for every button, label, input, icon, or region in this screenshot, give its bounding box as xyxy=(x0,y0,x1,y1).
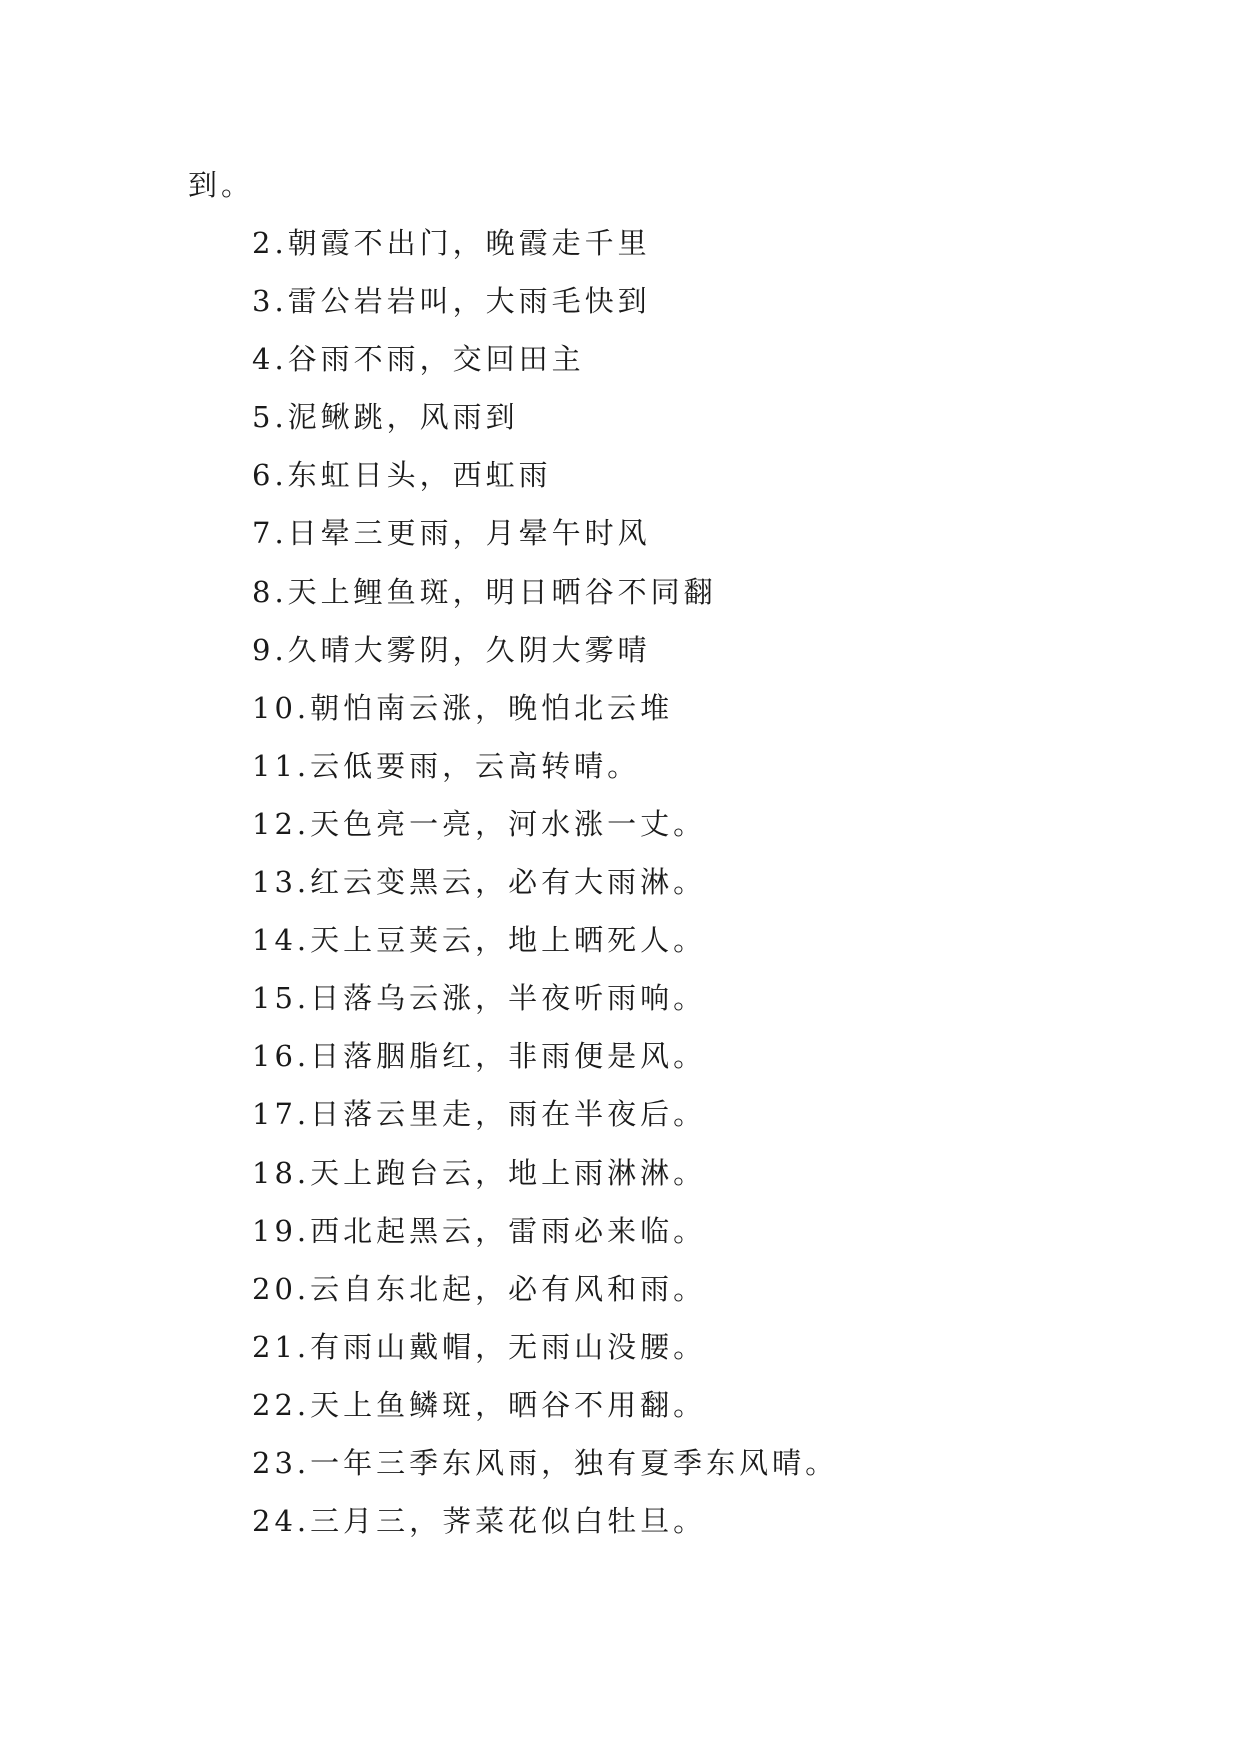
list-item: 19.西北起黑云，雷雨必来临。 xyxy=(252,1213,707,1248)
list-item: 6.东虹日头，西虹雨 xyxy=(252,458,552,493)
list-item: 18.天上跑台云，地上雨淋淋。 xyxy=(252,1155,707,1190)
list-item: 15.日落乌云涨，半夜听雨响。 xyxy=(252,981,707,1016)
list-item: 5.泥鳅跳，风雨到 xyxy=(252,400,519,435)
proverb-list xyxy=(252,223,838,1559)
list-item: 9.久晴大雾阴，久阴大雾晴 xyxy=(252,632,651,667)
list-item: 24.三月三，荠菜花似白牡旦。 xyxy=(252,1504,707,1539)
list-item: 7.日晕三更雨，月晕午时风 xyxy=(252,516,651,551)
continuation-text: 到。 xyxy=(188,168,255,202)
list-item: 16.日落胭脂红，非雨便是风。 xyxy=(252,1039,707,1074)
list-item: 8.天上鲤鱼斑，明日晒谷不同翻 xyxy=(252,574,717,609)
list-item: 3.雷公岩岩叫，大雨毛快到 xyxy=(252,284,651,319)
list-item: 12.天色亮一亮，河水涨一丈。 xyxy=(252,806,707,841)
list-item: 13.红云变黑云，必有大雨淋。 xyxy=(252,865,707,900)
list-item: 14.天上豆荚云，地上晒死人。 xyxy=(252,923,707,958)
list-item: 17.日落云里走，雨在半夜后。 xyxy=(252,1097,707,1132)
list-item: 20.云自东北起，必有风和雨。 xyxy=(252,1271,707,1306)
list-item: 2.朝霞不出门，晚霞走千里 xyxy=(252,226,651,260)
list-item: 21.有雨山戴帽，无雨山没腰。 xyxy=(252,1329,707,1364)
list-item: 11.云低要雨，云高转晴。 xyxy=(252,748,641,783)
list-item: 22.天上鱼鳞斑，晒谷不用翻。 xyxy=(252,1387,707,1422)
list-item: 23.一年三季东风雨，独有夏季东风晴。 xyxy=(252,1445,839,1480)
list-item: 10.朝怕南云涨，晚怕北云堆 xyxy=(252,690,674,725)
list-item: 4.谷雨不雨，交回田主 xyxy=(252,342,585,377)
